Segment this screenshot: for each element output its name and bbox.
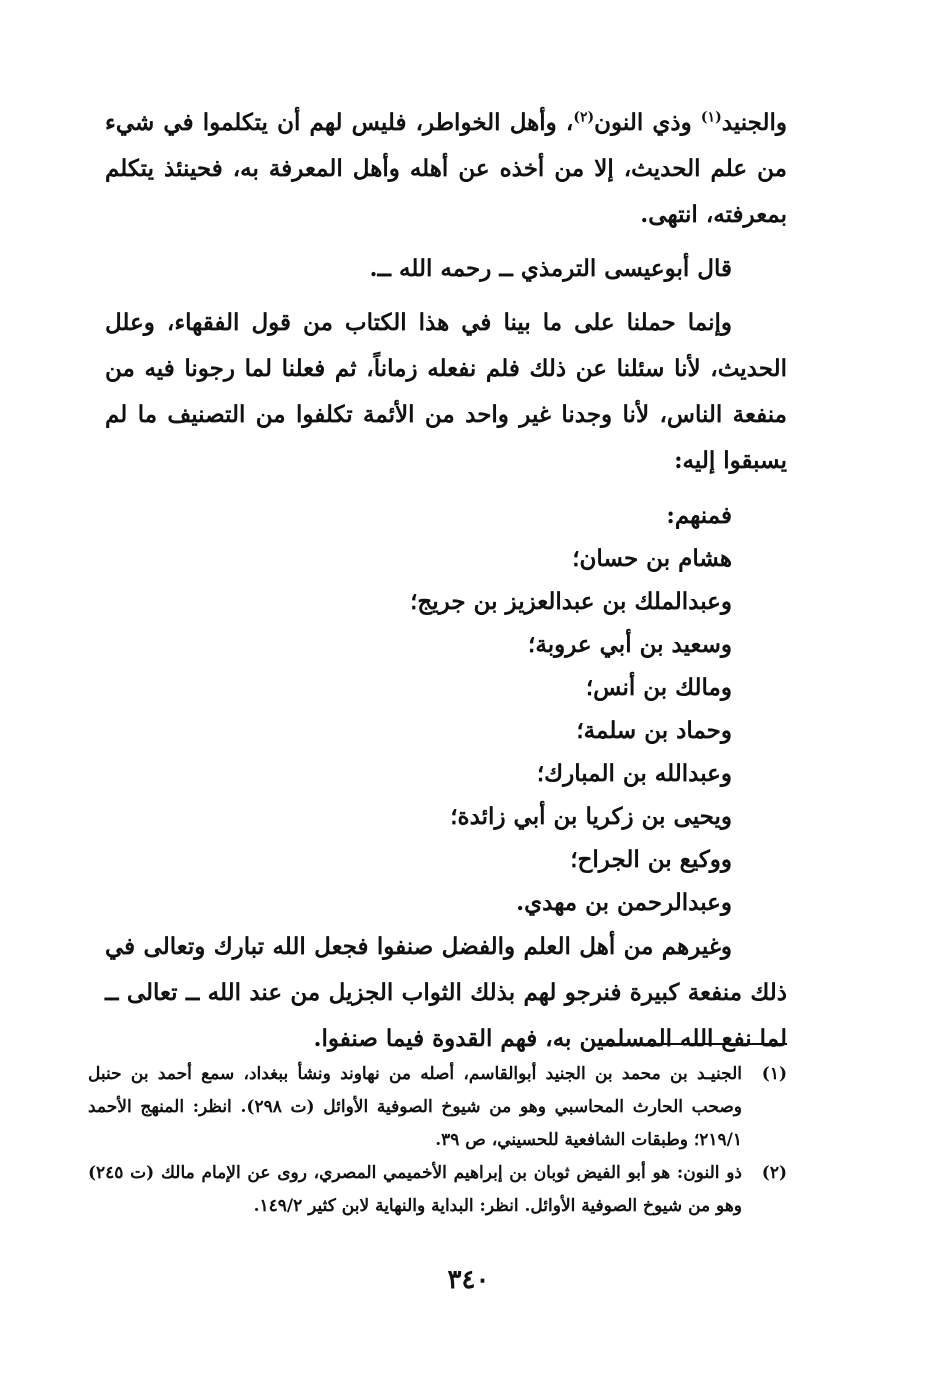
footnote-2 (88, 1157, 787, 1223)
names-list (105, 494, 787, 924)
paragraph-1-middle: وذي النون (594, 109, 701, 136)
main-text (105, 100, 787, 1062)
page-body (105, 100, 787, 1062)
paragraph-1-end: ، وأهل الخواطر، فليس لهم أن يتكلموا في شيء من علم الحديث، إلا من أخذه عن أهله وأهل المعرفة به، فحينئذ يتكلم بمعرفته، انتهى. (105, 109, 787, 228)
footnote-divider (600, 1043, 787, 1045)
footnote-number: (١) (761, 1064, 787, 1084)
paragraph-2: قال أبوعيسى الترمذي ــ رحمه الله ــ. (369, 255, 732, 282)
footnotes (88, 1058, 787, 1223)
list-item: هشام بن حسان؛ (572, 545, 732, 572)
paragraph-1 (105, 100, 787, 238)
footnote-text: ذو النون: هو أبو الفيض ثوبان بن إبراهيم الأخميمي المصري، روى عن الإمام مالك (ت ٢٤٥) وهو من شيوخ الصوفية الأوائل. انظر: البداية والنهاية لابن كثير ١٤٩/٢. (88, 1163, 742, 1216)
footnote-number: (٢) (761, 1163, 787, 1183)
footnote-ref-2: (٢) (573, 109, 595, 126)
paragraph-3: وإنما حملنا على ما بينا في هذا الكتاب من قول الفقهاء، وعلل الحديث، لأنا سئلنا عن ذلك فلم نفعله زماناً، ثم فعلنا لما رجونا فيه من منفعة الناس، لأنا وجدنا غير واحد من الأئمة تكلفوا من التصنيف ما لم يسبقوا إليه: (105, 309, 787, 474)
footnote-ref-1: (١) (700, 109, 722, 126)
list-item: وحماد بن سلمة؛ (576, 717, 732, 744)
list-item: وعبدالله بن المبارك؛ (536, 760, 732, 787)
list-item: ووكيع بن الجراح؛ (570, 846, 732, 873)
list-item: وسعيد بن أبي عروبة؛ (528, 631, 732, 658)
page-number: ٣٤٠ (447, 1265, 490, 1295)
paragraph-1-start: والجنيد (721, 109, 787, 136)
list-item: ويحيى بن زكريا بن أبي زائدة؛ (450, 803, 732, 830)
list-item: وعبدالملك بن عبدالعزيز بن جريج؛ (410, 588, 732, 615)
names-intro: فمنهم: (666, 502, 732, 529)
footnote-text: الجنيـد بن محمد بن الجنيد أبوالقاسم، أصله من نهاوند ونشأ ببغداد، سمع أحمد بن حنبل وصحب الحارث المحاسبي وهو من شيوخ الصوفية الأوائل (ت ٢٩٨). انظر: المنهج الأحمد ٢١٩/١؛ وطبقات الشافعية للحسيني، ص ٣٩. (88, 1064, 742, 1150)
paragraph-4: وغيرهم من أهل العلم والفضل صنفوا فجعل الله تبارك وتعالى في ذلك منفعة كبيرة فنرجو لهم بذلك الثواب الجزيل من عند الله ــ تعالى ــ لما نفع الله المسلمين به، فهم القدوة فيما صنفوا. (105, 933, 787, 1052)
list-item: وعبدالرحمن بن مهدي. (516, 889, 732, 916)
list-item: ومالك بن أنس؛ (585, 674, 732, 701)
footnote-1 (88, 1058, 787, 1157)
